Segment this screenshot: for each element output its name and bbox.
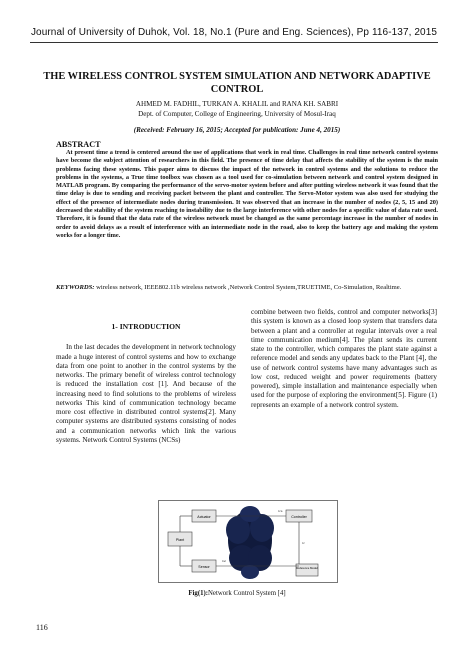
tau-sc-label: τsc: [222, 559, 227, 563]
tau-ca-label: τca: [278, 509, 283, 513]
actuator-label: Actuator: [197, 515, 211, 519]
tau-c-label: τc: [302, 541, 305, 545]
paper-affiliation: Dept. of Computer, College of Engineering, University of Mosul-Iraq: [138, 110, 336, 118]
controller-label: Controller: [291, 515, 307, 519]
keywords-text: wireless network, IEEE802.11b wireless network ,Network Control System,TRUETIME, Co-Simulation, Realtime.: [94, 284, 402, 291]
right-column-paragraph: combine between two fields, control and computer networks[3] this system is known as a closed loop system that transfers data between a plant and a controller at regular intervals over a real time communication medium[4]. The plant sends its current state to the controller, which compares the plant state against a reference model and sends any updates back to the Plant [4], the use of network control systems have many advantages such as low cost, reduced weight and power requirements (battery powered), simple installation and maintenance especially when used for the purpose of exploring the environment[5]. Figure (1) represents an example of a network control system.: [251, 308, 437, 409]
introduction-paragraph: In the last decades the development in network technology made a huge interest of control systems and how to exchange data from one point to another in the control systems by the networks. The primary benefit of wireless control technology is reduced the installation cost [1]. And because of the increasing need to find solutions to the problems of wireless networks This kind of communication technology became more cost effective in distributed control systems[2]. Many computer systems are distributed systems consisting of nodes and a communication networks which link the various systems. Network Control Systems (NCSs): [56, 343, 236, 444]
plant-label: Plant: [175, 538, 185, 542]
keywords: [56, 284, 438, 293]
reference-label: Reference Model: [296, 566, 318, 570]
header-rule: [30, 42, 438, 43]
introduction-heading: 1- INTRODUCTION: [111, 322, 181, 331]
paper-authors: AHMED M. FADHIL, TURKAN A. KHALIL and RANA KH. SABRI: [135, 100, 339, 108]
keywords-label: KEYWORDS:: [56, 284, 95, 291]
figure-caption-text: Network Control System [4]: [208, 590, 286, 597]
figure-caption-label: Fig(1):: [188, 590, 209, 597]
figure-diagram: [158, 500, 338, 583]
journal-header: Journal of University of Duhok, Vol. 18, No.1 (Pure and Eng. Sciences), Pp 116-137, 2015: [30, 27, 438, 38]
right-column: [251, 308, 437, 410]
received-dates: (Received: February 16, 2015; Accepted for publication: June 4, 2015): [133, 126, 341, 134]
page-number: 116: [36, 623, 48, 632]
network-control-figure: [158, 500, 338, 583]
abstract-text: At present time a trend is centered around the use of applications that work in real time. Challenges in real time network control systems have become the subject attention of researchers in this field. The presence of time delay that affects the stability of the system is the main problems facing these systems. This paper aims to discuss the impact of the network in control systems and the solutions to reduce the problems in the systems, a True time toolbox was chosen as a tool used for co-simulation between network and control system designed in MATLAB program. By comparing the performance of the servo-motor system before and after putting wireless network it was found that the time delay is due to sending and receiving packet between the plant and controller. The Servo-Motor system was also used for studying the effect of the presence of intermediate nodes during transmission. It was observed that an increase in the number of nodes (2, 5, 15 and 20) decreased the stability of the system reaching to instability due to the large interference with other nodes for a specific value of data rate used. Therefore, it is found that the data rate of the wireless network must be changed as the same percentage increase in the number of nodes in order to avoid delays as a result of interference with an intermediate node in the road, also to keep the battery age and making the system works for a longer time.: [56, 149, 438, 239]
figure-caption: [30, 590, 444, 597]
paper-title: THE WIRELESS CONTROL SYSTEM SIMULATION AND NETWORK ADAPTIVE CONTROL: [43, 71, 431, 95]
sensor-label: Sensor: [198, 565, 210, 569]
left-column: [56, 308, 236, 445]
abstract-heading: ABSTRACT: [56, 140, 101, 149]
